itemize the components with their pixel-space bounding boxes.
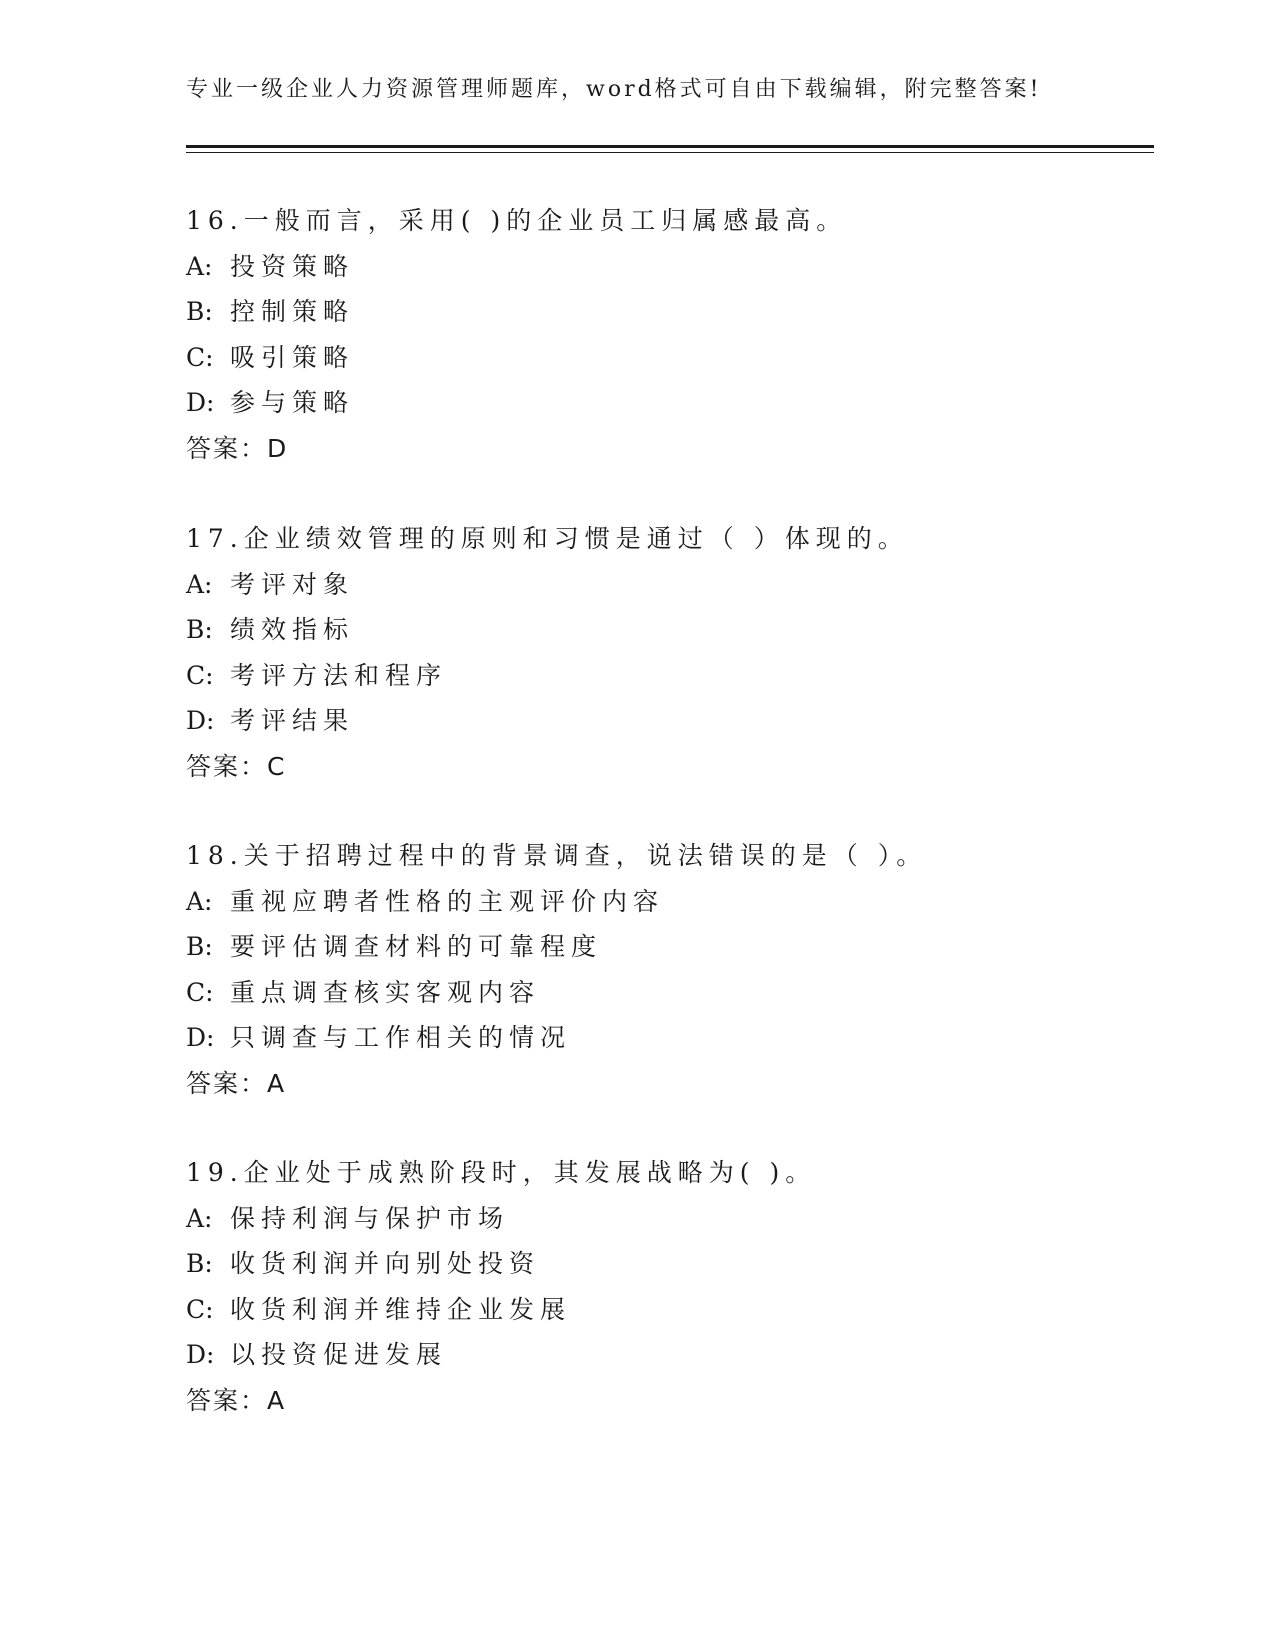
option-b [186, 1241, 1146, 1287]
answer-line: 答案：D [186, 433, 289, 463]
answer-line: 答案：C [186, 751, 287, 781]
question-18 [186, 833, 1146, 1106]
option-letter: A: [186, 1203, 213, 1233]
option-letter: D: [186, 1023, 215, 1052]
option-text: 考评结果 [230, 706, 355, 735]
option-a [186, 244, 1146, 290]
option-a [186, 1196, 1146, 1242]
question-17 [186, 516, 1146, 789]
option-letter: A: [186, 251, 213, 281]
option-c [186, 1287, 1146, 1333]
answer-line: 答案：A [186, 1068, 287, 1098]
option-text: 控制策略 [230, 297, 355, 326]
option-letter: B: [186, 297, 213, 326]
option-text: 绩效指标 [230, 615, 355, 644]
option-text: 考评对象 [230, 569, 355, 599]
question-stem: 19.企业处于成熟阶段时，其发展战略为( )。 [186, 1158, 817, 1187]
option-text: 重点调查核实客观内容 [230, 977, 541, 1007]
question-19 [186, 1150, 1146, 1423]
option-text: 要评估调查材料的可靠程度 [230, 932, 603, 961]
option-letter: C: [186, 977, 214, 1007]
option-text: 参与策略 [230, 388, 355, 417]
page-header: 专业一级企业人力资源管理师题库，word格式可自由下载编辑，附完整答案! [186, 77, 1042, 102]
option-text: 考评方法和程序 [230, 660, 448, 690]
option-text: 保持利润与保护市场 [230, 1203, 510, 1233]
option-letter: A: [186, 569, 213, 599]
option-text: 只调查与工作相关的情况 [230, 1023, 572, 1052]
option-text: 收货利润并维持企业发展 [230, 1294, 572, 1324]
option-a [186, 562, 1146, 608]
question-16 [186, 198, 1146, 471]
option-c [186, 970, 1146, 1016]
option-letter: B: [186, 1249, 213, 1278]
option-letter: C: [186, 660, 214, 690]
option-letter: B: [186, 932, 213, 961]
option-letter: D: [186, 1340, 215, 1369]
question-stem: 18.关于招聘过程中的背景调查，说法错误的是（ ）。 [186, 841, 928, 870]
option-letter: D: [186, 388, 215, 417]
option-text: 投资策略 [230, 251, 355, 281]
option-b [186, 607, 1146, 653]
header-divider [186, 145, 1154, 153]
option-d [186, 698, 1146, 744]
option-c [186, 653, 1146, 699]
option-d [186, 1015, 1146, 1061]
option-letter: D: [186, 706, 215, 735]
option-text: 重视应聘者性格的主观评价内容 [230, 886, 665, 916]
question-stem: 16.一般而言，采用( )的企业员工归属感最高。 [186, 206, 848, 235]
option-letter: C: [186, 1294, 214, 1324]
option-c [186, 335, 1146, 381]
answer-line: 答案：A [186, 1385, 287, 1415]
option-b [186, 289, 1146, 335]
option-d [186, 380, 1146, 426]
option-letter: A: [186, 886, 213, 916]
option-d [186, 1332, 1146, 1378]
option-a [186, 879, 1146, 925]
option-text: 吸引策略 [230, 342, 355, 372]
question-stem: 17.企业绩效管理的原则和习惯是通过（ ）体现的。 [186, 524, 909, 553]
option-text: 以投资促进发展 [230, 1340, 448, 1369]
option-letter: B: [186, 615, 213, 644]
option-b [186, 924, 1146, 970]
option-letter: C: [186, 342, 214, 372]
option-text: 收货利润并向别处投资 [230, 1249, 541, 1278]
